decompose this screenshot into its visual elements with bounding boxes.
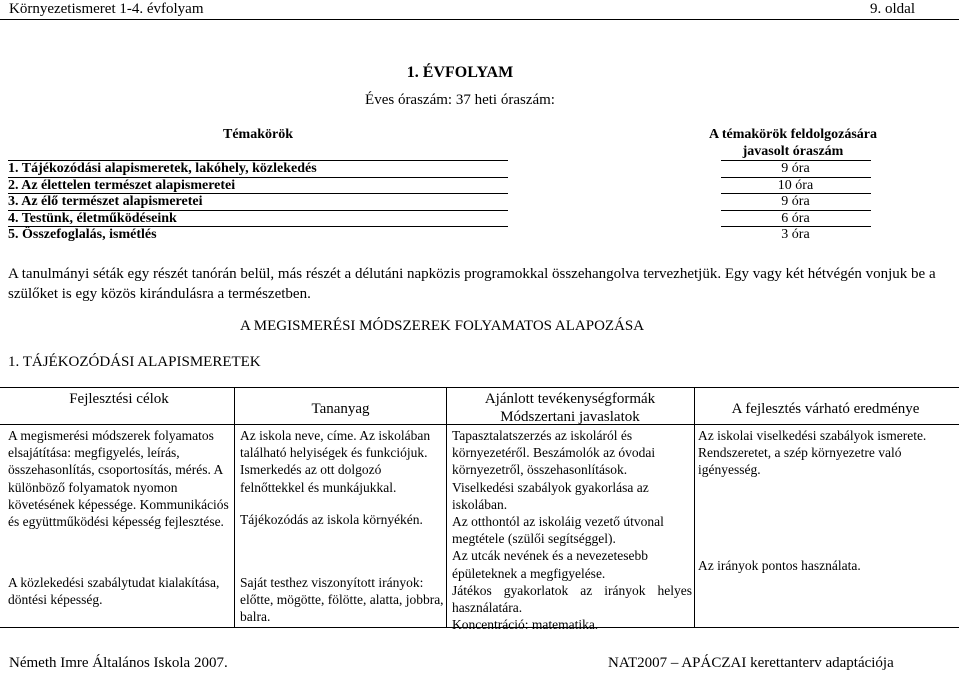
- topics-head-left: Témakörök: [223, 127, 293, 142]
- topic-hours: 3 óra: [721, 226, 871, 244]
- intro-paragraph: A tanulmányi séták egy részét tanórán belül, más részét a délutáni napközis programokkal összehangolva tervezhetjük. Egy vagy két hétvégén vonjuk be a szülőket is egy közös kirándulásra a természetben.: [8, 266, 936, 302]
- topic-name: 2. Az élettelen természet alapismeretei: [8, 177, 508, 194]
- table-row: [8, 160, 943, 177]
- topic-hours: 10 óra: [721, 177, 871, 195]
- curriculum-cell-a: Az iskola neve, címe. Az iskolában található helyiségek és funkciójuk. Ismerkedés az ott dolgozó felnőttekkel és munkájukkal.: [240, 428, 431, 495]
- header-page-number: 9. oldal: [870, 1, 915, 17]
- table-col-divider: [446, 387, 447, 627]
- curriculum-cell-c: Saját testhez viszonyított irányok: előtte, mögötte, fölötte, alatta, jobbra, balra.: [240, 575, 444, 625]
- topics-head-right: [508, 127, 943, 160]
- table-row: [8, 193, 943, 210]
- footer-left: Németh Imre Általános Iskola 2007.: [9, 655, 228, 671]
- results-cell-b: Az irányok pontos használata.: [698, 558, 861, 573]
- list-item: Tapasztalatszerzés az iskoláról és környezetéről. Beszámolók az óvodai környezetről, összehasonlítások.: [452, 428, 656, 478]
- col-head-activities: [450, 390, 690, 426]
- topic-name: 5. Összefoglalás, ismétlés: [8, 226, 508, 243]
- list-item: Koncentráció: matematika.: [452, 617, 599, 633]
- topic-name: 3. Az élő természet alapismeretei: [8, 193, 508, 210]
- table-col-divider: [694, 387, 695, 627]
- results-cell-a: Az iskolai viselkedési szabályok ismerete. Rendszeretet, a szép környezetre való igényesség.: [698, 428, 927, 478]
- table-row: [8, 226, 943, 243]
- col-head-activities-line1: Ajánlott tevékenységformák: [484, 391, 656, 407]
- goals-cell-b: A közlekedési szabálytudat kialakítása, döntési képesség.: [8, 575, 220, 608]
- col-head-activities-line2: Módszertani javaslatok: [500, 409, 640, 425]
- table-row: [8, 177, 943, 194]
- topic-hours: 9 óra: [721, 160, 871, 178]
- curriculum-cell-b: Tájékozódás az iskola környékén.: [240, 512, 423, 527]
- col-head-curriculum: Tananyag: [311, 401, 370, 417]
- footer-right: NAT2007 – APÁCZAI kerettanterv adaptációja: [608, 655, 894, 671]
- list-item: Játékos gyakorlatok az irányok helyes használatára.: [452, 582, 692, 616]
- topic-name: 4. Testünk, életműködéseink: [8, 210, 508, 227]
- table-col-divider: [234, 387, 235, 627]
- subsection-title: 1. TÁJÉKOZÓDÁSI ALAPISMERETEK: [8, 354, 261, 370]
- activities-cell: [452, 427, 692, 633]
- topics-head-right-line1: A témakörök feldolgozására: [709, 127, 877, 142]
- section-title: A MEGISMERÉSI MÓDSZEREK FOLYAMATOS ALAPOZÁSA: [240, 318, 645, 334]
- topics-table: [8, 127, 943, 243]
- topic-name: 1. Tájékozódási alapismeretek, lakóhely, közlekedés: [8, 160, 508, 177]
- page-subtitle: Éves óraszám: 37 heti óraszám:: [365, 92, 555, 108]
- list-item: Az otthontól az iskoláig vezető útvonal megtétele (szülői segítséggel).: [452, 514, 664, 547]
- col-head-results: A fejlesztés várható eredménye: [731, 401, 920, 417]
- list-item: Az utcák nevének és a nevezetesebb épületeknek a megfigyelése.: [452, 548, 649, 581]
- goals-cell-a: A megismerési módszerek folyamatos elsajátítása: megfigyelés, leírás, összehasonlítás, csoportosítás, mérés. A különböző folyamatok nyomon követésének képessége. Kommunikációs és együttműködési képesség fejlesztése.: [8, 428, 229, 530]
- topics-head-right-line2: javasolt óraszám: [742, 143, 844, 159]
- topic-hours: 6 óra: [721, 210, 871, 228]
- list-item: Viselkedési szabályok gyakorlása az iskolában.: [452, 479, 649, 512]
- col-head-goals: Fejlesztési célok: [69, 391, 169, 407]
- topics-table-header: [8, 127, 943, 160]
- table-top-rule: [0, 387, 959, 388]
- header-rule: [0, 19, 959, 20]
- table-row: [8, 210, 943, 227]
- header-left: Környezetismeret 1-4. évfolyam: [9, 1, 204, 17]
- topic-hours: 9 óra: [721, 193, 871, 211]
- page-title: 1. ÉVFOLYAM: [406, 64, 514, 81]
